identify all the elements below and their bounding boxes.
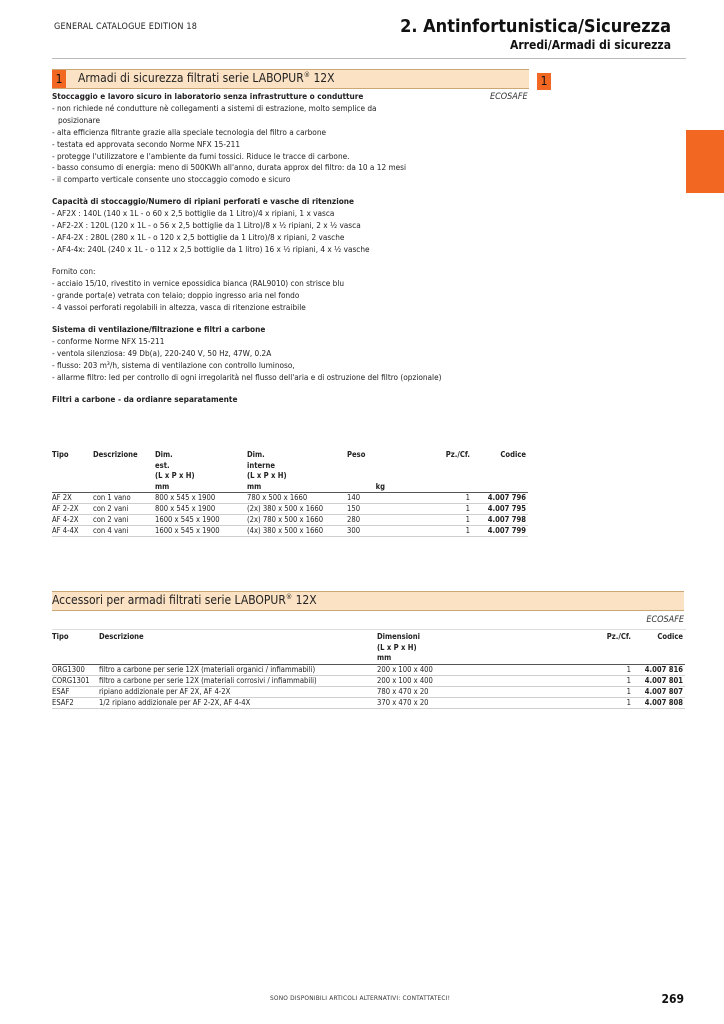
cell-pz: 1 [557,697,633,708]
table-row [52,697,685,708]
cell-descrizione: filtro a carbone per serie 12X (materiali corrosivi / infiammabili) [99,675,377,686]
chapter-tab-marker [686,130,724,193]
chapter-title: 2. Antinfortunistica/Sicurezza [400,16,671,37]
cell-tipo: AF 4-2X [52,515,93,526]
supply-line: - 4 vassoi perforati regolabili in altezza, vasca di ritenzione estraibile [52,301,306,312]
cell-dim-int: (2x) 380 x 500 x 1660 [247,504,347,515]
ventilation-heading: Sistema di ventilazione/filtrazione e filtri a carbone [52,324,266,334]
cell-pz: 1 [387,526,472,537]
ventilation-line: - flusso: 203 m³/h, sistema di ventilazione con controllo luminoso, [52,359,295,370]
cell-tipo: AF 2-2X [52,504,93,515]
cell-pz: 1 [557,686,633,697]
cell-codice: 4.007 801 [633,675,685,686]
col-descrizione: Descrizione [99,632,144,641]
catalogue-edition: GENERAL CATALOGUE EDITION 18 [54,22,198,32]
footer-note: SONO DISPONIBILI ARTICOLI ALTERNATIVI: CONTATTATECI! [270,994,451,1002]
section2-bar [52,591,684,611]
table-row [52,526,528,537]
cell-dim-int: (2x) 780 x 500 x 1660 [247,515,347,526]
subchapter-title: Arredi/Armadi di sicurezza [510,38,671,52]
ventilation-line: - allarme filtro: led per controllo di ogni irregolarità nel flusso dell'aria e di ostruzione del filtro (opzionale) [52,371,442,382]
capacity-heading: Capacità di stoccaggio/Numero di ripiani perforati e vasche di ritenzione [52,196,355,206]
col-codice: Codice [500,450,526,459]
cell-pz: 1 [557,675,633,686]
cell-dim-est: 1600 x 545 x 1900 [155,515,247,526]
supply-block [52,266,344,314]
cell-peso: 280 [347,515,387,526]
intro-line: - testata ed approvata secondo Norme NFX 15-211 [52,138,241,149]
section1-bar [52,69,529,89]
intro-block [52,91,406,186]
cell-descrizione: filtro a carbone per serie 12X (materiali organici / infiammabili) [99,664,377,675]
cell-codice: 4.007 799 [472,526,528,537]
col-peso: Peso [347,450,366,459]
ventilation-line: - ventola silenziosa: 49 Db(a), 220-240 V, 50 Hz, 47W, 0.2A [52,347,272,358]
table-row [52,493,528,504]
intro-line: - alta efficienza filtrante grazie alla speciale tecnologia del filtro a carbone [52,126,327,137]
cell-tipo: AF 2X [52,493,93,504]
cell-pz: 1 [387,515,472,526]
col-dimensioni-unit: mm [377,653,557,664]
table-row [52,504,528,515]
cell-dimensioni: 780 x 470 x 20 [377,686,557,697]
intro-heading: Stoccaggio e lavoro sicuro in laboratorio senza infrastrutture o condutture [52,91,364,101]
intro-line: posizionare [58,114,101,125]
section2-title: Accessori per armadi filtrati serie LABOPUR® 12X [52,593,317,607]
page-number: 269 [661,992,684,1006]
intro-line: - il comparto verticale consente uno stoccaggio comodo e sicuro [52,174,291,185]
cell-descrizione: con 2 vani [93,515,155,526]
filter-note: Filtri a carbone - da ordianre separatamente [52,394,238,404]
col-peso-unit: kg [347,482,387,493]
cell-tipo: CORG1301 [52,675,99,686]
cell-peso: 150 [347,504,387,515]
cell-dimensioni: 200 x 100 x 400 [377,664,557,675]
col-dim-int-unit: mm [247,482,347,493]
cell-tipo: AF 4-4X [52,526,93,537]
col-dim-est: Dim. est. (L x P x H) [155,450,195,480]
intro-line: - non richiede né condutture nè collegamenti a sistemi di estrazione, molto semplice da [52,102,377,113]
accessories-table [52,632,685,709]
cell-tipo: ESAF [52,686,99,697]
header-divider [52,58,686,59]
col-tipo: Tipo [52,450,69,459]
filter-note-block [52,394,237,406]
cell-codice: 4.007 798 [472,515,528,526]
col-pz: Pz./Cf. [606,632,631,641]
supply-line: - acciaio 15/10, rivestito in vernice epossidica bianca (RAL9010) con strisce blu [52,277,345,288]
col-descrizione: Descrizione [93,450,138,459]
table-row [52,515,528,526]
capacity-block [52,196,370,256]
cell-codice: 4.007 807 [633,686,685,697]
cell-codice: 4.007 816 [633,664,685,675]
capacity-line: - AF4-2X : 280L (280 x 1L - o 120 x 2,5 bottiglie da 1 Litro)/8 x ripiani, 2 vasche [52,231,345,242]
table-row [52,686,685,697]
section1-number: 1 [52,70,66,88]
cell-tipo: ESAF2 [52,697,99,708]
cell-dimensioni: 370 x 470 x 20 [377,697,557,708]
cell-dim-est: 800 x 545 x 1900 [155,504,247,515]
section2-divider [52,629,686,630]
intro-line: - protegge l'utilizzatore e l'ambiente da fumi tossici. Riduce le tracce di carbone. [52,150,350,161]
col-tipo: Tipo [52,632,69,641]
col-dim-int: Dim. interne (L x P x H) [247,450,287,480]
supply-line: - grande porta(e) vetrata con telaio; doppio ingresso aria nel fondo [52,289,300,300]
cabinets-table [52,450,528,537]
cell-descrizione: con 4 vani [93,526,155,537]
cell-descrizione: 1/2 ripiano addizionale per AF 2-2X, AF 4-4X [99,697,377,708]
capacity-line: - AF2X : 140L (140 x 1L - o 60 x 2,5 bottiglie da 1 Litro)/4 x ripiani, 1 x vasca [52,207,335,218]
cell-dimensioni: 200 x 100 x 400 [377,675,557,686]
section1-title: Armadi di sicurezza filtrati serie LABOPUR® 12X [78,71,335,85]
cell-pz: 1 [557,664,633,675]
cell-dim-est: 1600 x 545 x 1900 [155,526,247,537]
col-dim-est-unit: mm [155,482,247,493]
cell-codice: 4.007 796 [472,493,528,504]
brand-label: ECOSAFE [490,92,528,102]
ventilation-block [52,324,442,384]
cell-peso: 300 [347,526,387,537]
cell-peso: 140 [347,493,387,504]
product-image-number: 1 [537,73,551,90]
ventilation-line: - conforme Norme NFX 15-211 [52,335,165,346]
col-codice: Codice [657,632,683,641]
cell-descrizione: ripiano addizionale per AF 2X, AF 4-2X [99,686,377,697]
cell-codice: 4.007 795 [472,504,528,515]
col-dimensioni: Dimensioni (L x P x H) [377,632,420,652]
supply-heading: Fornito con: [52,266,96,276]
cell-descrizione: con 2 vani [93,504,155,515]
cell-codice: 4.007 808 [633,697,685,708]
capacity-line: - AF2-2X : 120L (120 x 1L - o 56 x 2,5 bottiglie da 1 Litro)/8 x ½ ripiani, 2 x ½ vasca [52,219,361,230]
cell-dim-est: 800 x 545 x 1900 [155,493,247,504]
cell-descrizione: con 1 vano [93,493,155,504]
cell-dim-int: 780 x 500 x 1660 [247,493,347,504]
table-row [52,675,685,686]
brand-label: ECOSAFE [646,615,684,625]
capacity-line: - AF4-4x: 240L (240 x 1L - o 112 x 2,5 bottiglie da 1 litro) 16 x ½ ripiani, 4 x ½ vasche [52,243,370,254]
cell-pz: 1 [387,493,472,504]
intro-line: - basso consumo di energia: meno di 500KWh all'anno, durata approx del filtro: da 10 a 12 mesi [52,162,407,173]
cell-tipo: ORG1300 [52,664,99,675]
table-row [52,664,685,675]
cell-dim-int: (4x) 380 x 500 x 1660 [247,526,347,537]
col-pz: Pz./Cf. [445,450,470,459]
cell-pz: 1 [387,504,472,515]
